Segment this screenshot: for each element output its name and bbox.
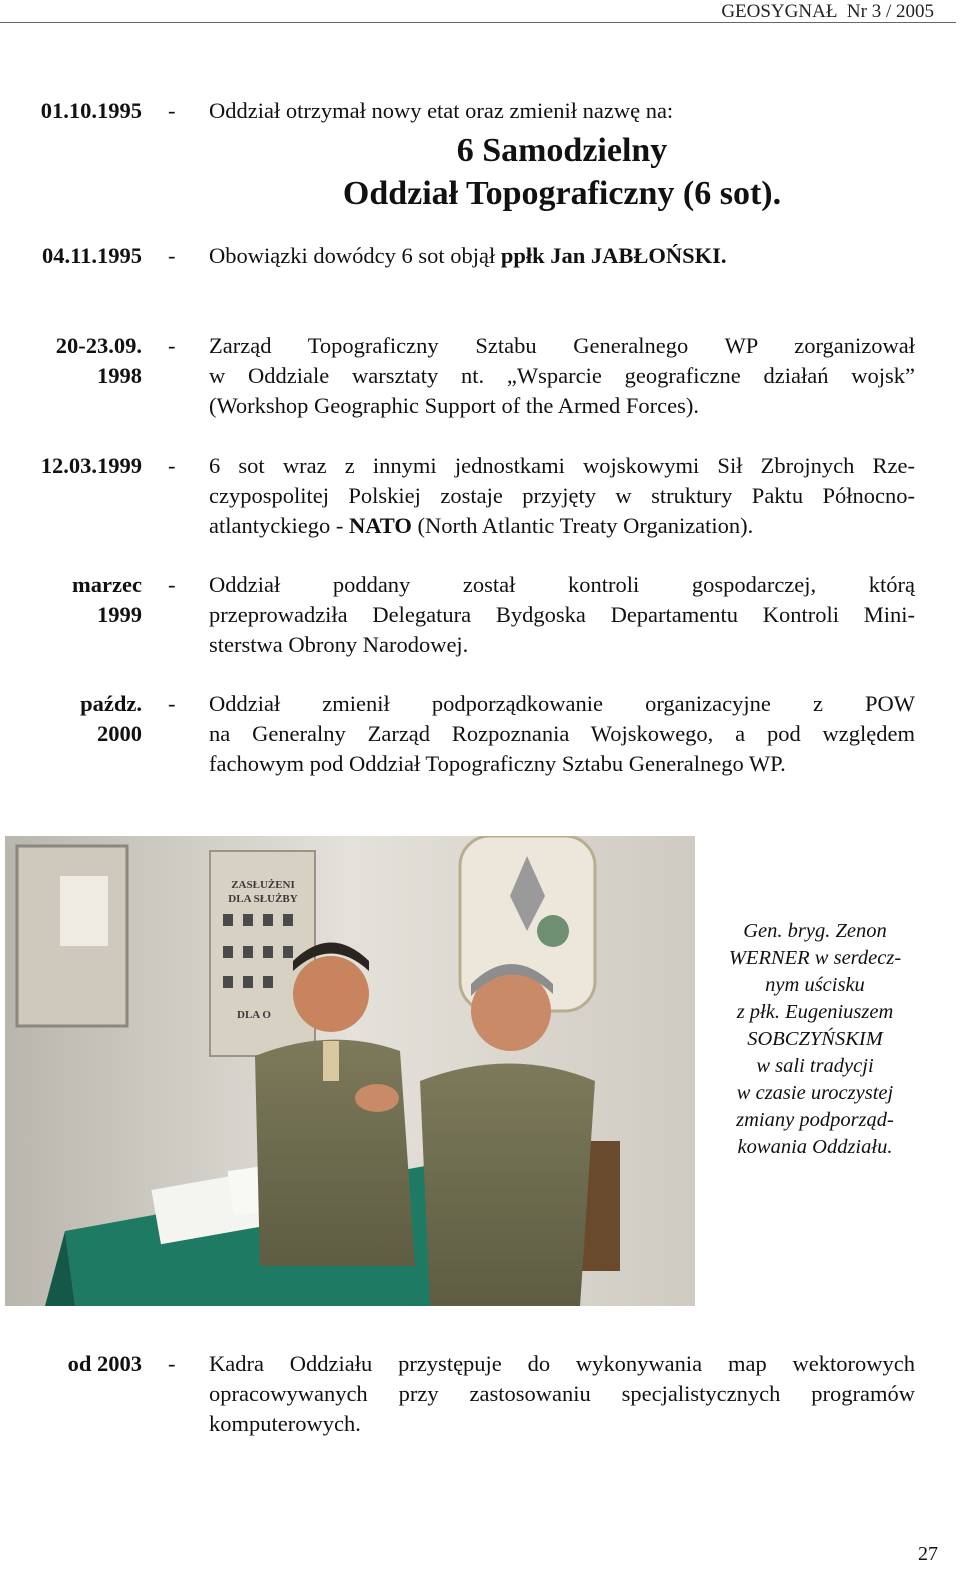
- entry-date: 01.10.1995: [40, 98, 142, 123]
- photo-caption: Gen. bryg. Zenon WERNER w serdecz- nym uścisku z płk. Eugeniuszem SOBCZYŃSKIM w sali tradycji w czasie uroczystej zmiany podporząd- kowania Oddziału.: [728, 920, 902, 1158]
- commander-name: ppłk Jan JABŁOŃSKI.: [500, 243, 727, 268]
- entry-description: Oddział zmienił podporządkowanie organizacyjne z POW na Generalny Zarząd Rozpoznania Wojskowego, a pod względem fachowym pod Oddział Topograficzny Sztabu Generalnego WP.: [209, 691, 915, 776]
- entry-date: paźdz. 2000: [80, 691, 142, 746]
- entry-description: Oddział otrzymał nowy etat oraz zmienił nazwę na:: [209, 98, 674, 123]
- entry-dash: -: [168, 691, 176, 716]
- entry-dash: -: [168, 572, 176, 597]
- plaque-bottom-text: DLA O: [237, 1009, 271, 1021]
- nato-label: NATO: [348, 513, 412, 538]
- entry-date: 20-23.09. 1998: [55, 333, 142, 388]
- entry-dash: -: [168, 453, 176, 478]
- entry-description: Zarząd Topograficzny Sztabu Generalnego WP zorganizował w Oddziale warsztaty nt. „Wsparcie geograficzne działań wojsk” (Workshop Geographic Support of the Armed Forces).: [209, 333, 915, 418]
- ceremony-photo: [5, 836, 695, 1306]
- unit-name-title: 6 Samodzielny Oddział Topograficzny (6 sot).: [342, 132, 782, 212]
- journal-header-text: GEOSYGNAŁ Nr 3 / 2005: [721, 1, 934, 22]
- page-number: 27: [918, 1543, 938, 1565]
- entry-date: od 2003: [67, 1351, 142, 1376]
- entry-date: marzec 1999: [72, 572, 142, 627]
- entry-dash: -: [168, 98, 176, 123]
- entry-dash: -: [168, 333, 176, 358]
- running-header: [0, 0, 956, 23]
- entry-description: Obowiązki dowódcy 6 sot objął ppłk Jan JABŁOŃSKI.: [209, 243, 727, 268]
- handshake-photo-illustration: [5, 836, 695, 1306]
- entry-description: Kadra Oddziału przystępuje do wykonywania map wektorowych opracowywanych przy zastosowaniu specjalistycznych programów komputerowych.: [209, 1351, 915, 1436]
- entry-dash: -: [168, 1351, 176, 1376]
- entry-date: 12.03.1999: [40, 453, 142, 478]
- plaque-line-1: ZASŁUŻENI: [231, 879, 295, 891]
- entry-description: Oddział poddany został kontroli gospodarczej, którą przeprowadziła Delegatura Bydgoska Departamentu Kontroli Mini- sterstwa Obrony Narodowej.: [209, 572, 915, 657]
- entry-dash: -: [168, 243, 176, 268]
- plaque-line-2: DLA SŁUŻBY: [228, 893, 298, 905]
- entry-description: 6 sot wraz z innymi jednostkami wojskowymi Sił Zbrojnych Rze- czypospolitej Polskiej zostaje przyjęty w struktury Paktu Północno- atlantyckiego - NATO (North Atlantic Treaty Organization).: [209, 453, 915, 538]
- entry-date: 04.11.1995: [41, 243, 142, 268]
